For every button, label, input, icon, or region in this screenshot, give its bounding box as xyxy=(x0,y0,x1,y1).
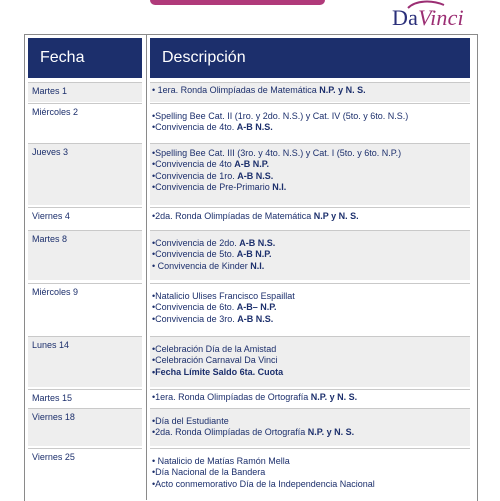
event-bold-text: N.P. y N. S. xyxy=(307,427,355,438)
row-date: Martes 1 xyxy=(32,86,68,96)
row-line-top xyxy=(28,82,142,83)
event-text: •Spelling Bee Cat. II (1ro. y 2do. N.S.) y Cat. IV (5to. y 6to. N.S.) xyxy=(152,111,409,121)
row-line-top xyxy=(28,103,142,104)
event-item xyxy=(152,291,470,302)
event-text: •Convivencia de Pre-Primario xyxy=(152,182,273,193)
event-bold-text: N.P y N. S. xyxy=(313,211,359,221)
row-line-top2 xyxy=(150,389,470,390)
event-bold-text: N.I. xyxy=(250,260,265,271)
event-text: • 1era. Ronda Olimpíadas de Matemática xyxy=(152,85,320,95)
event-item xyxy=(152,344,470,355)
row-line-top xyxy=(28,283,142,284)
row-line-top2 xyxy=(150,82,470,83)
row-date: Viernes 25 xyxy=(32,452,75,462)
row-date: Lunes 14 xyxy=(32,340,70,350)
row-date: Martes 15 xyxy=(32,393,73,403)
event-bold-text: A-B– N.P. xyxy=(236,302,277,313)
logo-wordmark xyxy=(392,6,464,30)
event-item xyxy=(152,314,470,325)
event-item xyxy=(152,159,470,170)
row-line-top2 xyxy=(150,103,470,104)
row-items xyxy=(152,291,470,325)
event-text: •Natalicio Ulises Francisco Espaillat xyxy=(152,291,295,301)
event-text: •Spelling Bee Cat. III (3ro. y 4to. N.S.) y Cat. I (5to. y 6to. N.P.) xyxy=(152,148,402,158)
row-date: Miércoles 2 xyxy=(32,107,79,117)
row-items xyxy=(152,148,470,194)
event-bold-text: A-B N.S. xyxy=(237,313,274,324)
event-text: •Convivencia de 1ro. xyxy=(152,170,238,181)
event-text: •Día Nacional de la Bandera xyxy=(152,467,266,478)
event-text: •1era. Ronda Olimpíadas de Ortografía xyxy=(152,392,311,402)
event-item xyxy=(152,249,470,260)
row-line-top xyxy=(28,408,142,409)
event-text: •Convivencia de 5to. xyxy=(152,249,237,260)
event-item xyxy=(152,392,470,403)
calendar-row xyxy=(28,207,470,227)
row-line-top xyxy=(28,448,142,449)
event-item xyxy=(152,85,470,96)
row-line-top xyxy=(28,230,142,231)
event-text: •2da. Ronda Olimpíadas de Ortografía xyxy=(152,427,308,438)
row-items xyxy=(152,85,470,96)
event-item xyxy=(152,416,470,427)
row-date: Martes 8 xyxy=(32,234,68,244)
logo-vinci: Vinci xyxy=(418,5,464,30)
row-line-top2 xyxy=(150,230,470,231)
row-line-top xyxy=(28,143,142,144)
calendar-row xyxy=(28,283,470,334)
event-item xyxy=(152,122,470,133)
event-text: •Convivencia de 4to. xyxy=(152,122,237,133)
event-bold-text: •Fecha Límite Saldo 6ta. Cuota xyxy=(152,366,284,377)
event-item xyxy=(152,427,470,438)
calendar-row xyxy=(28,230,470,280)
row-date: Viernes 4 xyxy=(32,211,70,221)
event-bold-text: N.I. xyxy=(272,182,287,193)
event-item xyxy=(152,238,470,249)
row-items xyxy=(152,111,470,134)
calendar-row xyxy=(28,336,470,387)
row-line-top xyxy=(28,389,142,390)
event-bold-text: A-B N.S. xyxy=(237,170,274,181)
calendar-row xyxy=(28,82,470,102)
event-item xyxy=(152,171,470,182)
event-text: •Convivencia de 4to xyxy=(152,159,235,170)
event-bold-text: A-B N.S. xyxy=(239,238,276,248)
row-line-top xyxy=(28,336,142,337)
calendar-row xyxy=(28,389,470,407)
event-text: •Celebración Carnaval Da Vinci xyxy=(152,355,278,366)
header-descripcion: Descripción xyxy=(150,38,470,78)
row-line-top2 xyxy=(150,207,470,208)
event-text: •Celebración Día de la Amistad xyxy=(152,344,277,354)
event-item xyxy=(152,211,470,222)
row-items xyxy=(152,344,470,378)
event-item xyxy=(152,111,470,122)
row-date: Jueves 3 xyxy=(32,147,69,157)
header-fecha: Fecha xyxy=(28,38,142,78)
event-bold-text: A-B N.P. xyxy=(234,159,270,170)
event-text: •Convivencia de 2do. xyxy=(152,238,240,248)
event-text: •2da. Ronda Olimpíadas de Matemática xyxy=(152,211,314,221)
row-line-top2 xyxy=(150,336,470,337)
row-items xyxy=(152,238,470,272)
row-items xyxy=(152,392,470,403)
row-items xyxy=(152,416,470,439)
row-line-top2 xyxy=(150,448,470,449)
event-item xyxy=(152,355,470,366)
row-date: Miércoles 9 xyxy=(32,287,79,297)
event-item xyxy=(152,467,470,478)
top-accent-bar xyxy=(150,0,325,5)
row-line-top xyxy=(28,207,142,208)
event-item xyxy=(152,479,470,490)
event-text: •Día del Estudiante xyxy=(152,416,229,426)
row-line-top2 xyxy=(150,408,470,409)
row-items xyxy=(152,211,470,222)
event-item xyxy=(152,261,470,272)
calendar-row xyxy=(28,143,470,205)
calendar-row xyxy=(28,408,470,446)
calendar-row xyxy=(28,448,470,500)
event-bold-text: N.P. y N. S. xyxy=(319,85,366,95)
logo-da: Da xyxy=(392,5,419,30)
event-bold-text: A-B N.P. xyxy=(236,249,272,260)
row-line-top2 xyxy=(150,283,470,284)
row-line-top2 xyxy=(150,143,470,144)
event-text: •Convivencia de 3ro. xyxy=(152,313,238,324)
event-item xyxy=(152,456,470,467)
event-text: •Convivencia de 6to. xyxy=(152,302,237,313)
event-text: • Convivencia de Kinder xyxy=(152,260,251,271)
davinci-logo xyxy=(392,0,492,34)
event-text: • Natalicio de Matías Ramón Mella xyxy=(152,456,290,466)
event-item xyxy=(152,148,470,159)
event-bold-text: N.P. y N. S. xyxy=(310,392,358,402)
event-item xyxy=(152,182,470,193)
row-date: Viernes 18 xyxy=(32,412,75,422)
event-item xyxy=(152,302,470,313)
event-item xyxy=(152,367,470,378)
row-items xyxy=(152,456,470,490)
event-text: •Acto conmemorativo Día de la Independencia Nacional xyxy=(152,478,375,489)
calendar-row xyxy=(28,103,470,141)
event-bold-text: A-B N.S. xyxy=(236,122,273,133)
